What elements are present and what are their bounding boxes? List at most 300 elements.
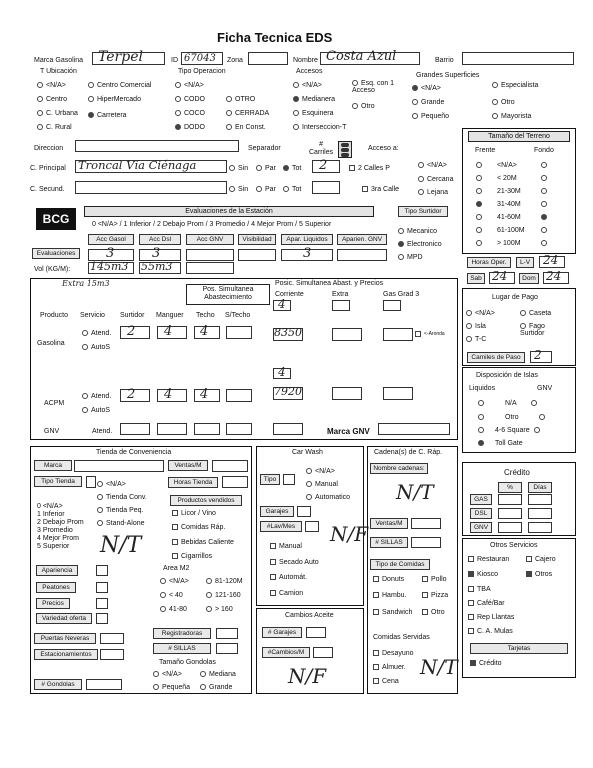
credito-title: Crédito [504, 468, 530, 477]
tam-gond-label: Tamaño Gondolas [159, 659, 216, 666]
servidas-label: Comidas Servidas [373, 634, 430, 641]
acceso-lejana-option[interactable]: Lejana [418, 189, 448, 197]
tienda-nt: N/T [100, 533, 142, 558]
lav-field[interactable] [305, 521, 319, 532]
gond-grande[interactable]: Grande [200, 684, 232, 692]
posic-abast-label: Posic. Simultanea Abast. y Precios [275, 280, 384, 287]
par-option-2[interactable]: Par [256, 186, 276, 194]
pizza-option[interactable]: Pizza [422, 592, 448, 600]
pago-fago[interactable]: Fago Surtidor [520, 323, 545, 337]
ubicacion-hiper[interactable]: HiperMercado [88, 96, 141, 104]
gasolina-stecho-field[interactable] [226, 326, 252, 339]
grandes-na[interactable]: <N/A> [412, 85, 441, 93]
islas-title: Disposición de Islas [476, 372, 538, 379]
marca-tienda-label: Marca [34, 460, 72, 471]
servicio-header: Servicio [80, 312, 105, 319]
variedad-label: Variedad oferta [36, 613, 92, 624]
pollo-option[interactable]: Pollo [422, 576, 447, 584]
credito-dsl-label: DSL [470, 508, 492, 519]
vol-field-3[interactable] [186, 262, 234, 274]
frente-label: Frente [475, 147, 496, 154]
nombre-cadenas-label: Nombre cadenas: [370, 463, 428, 474]
precios-field[interactable] [96, 598, 108, 609]
vol-label: Vol (KG/M): [34, 266, 71, 273]
tienda-stand[interactable]: Stand-Alone [97, 520, 145, 528]
tot-option[interactable]: Tot [283, 165, 301, 173]
frente-radio[interactable] [476, 188, 482, 194]
acceso-a-label: Acceso a: [368, 145, 399, 152]
lv-value: 24 [543, 253, 559, 267]
id-value: 67043 [184, 53, 216, 64]
evaluaciones-label: Evaluaciones [32, 248, 80, 259]
ubicacion-rural[interactable]: C. Rural [37, 124, 72, 132]
frente-radio[interactable] [476, 227, 482, 233]
terreno-row-label: <N/A> [497, 162, 517, 169]
surtidor-header: Surtidor [120, 312, 145, 319]
accesos-label: Accesos [296, 68, 323, 75]
apar-gnv-button[interactable]: Aparien. GNV [337, 234, 387, 245]
gond-pequena[interactable]: Pequeña [153, 684, 190, 692]
credito-gas-label: GAS [470, 494, 492, 505]
tipo-op-codo[interactable]: CODO [175, 96, 205, 104]
ubicacion-cc[interactable]: Centro Comercial [88, 82, 151, 90]
stecho-header: S/Techo [225, 312, 251, 319]
gasolina-extra-field[interactable] [332, 328, 362, 341]
apar-liquidos-button[interactable]: Apar. Liquidos [281, 234, 333, 245]
cw-camion[interactable]: Camion [270, 590, 303, 598]
direccion-label: Direccion [34, 145, 64, 152]
area-na[interactable]: <N/A> [160, 578, 189, 586]
tipo-op-cerrada[interactable]: CERRADA [226, 110, 269, 118]
peatones-field[interactable] [96, 582, 108, 593]
tienda-conv[interactable]: Tienda Conv. [97, 494, 147, 502]
acpm-atend[interactable]: Atend. [82, 393, 111, 401]
area-41[interactable]: 41-80 [160, 606, 187, 614]
aceite-title: Cambios Aceite [285, 612, 334, 619]
accesos-medianera[interactable]: Medianera [293, 96, 335, 104]
techo-header: Techo [196, 312, 215, 319]
barrio-label: Barrio [435, 57, 454, 64]
cadena-ventas-field[interactable] [411, 518, 441, 529]
eval-field-4[interactable] [238, 249, 276, 261]
visibilidad-button[interactable]: Visibilidad [238, 234, 276, 245]
pos-corriente-value: 4 [278, 297, 286, 311]
pago-tc[interactable]: T-C [466, 336, 486, 344]
otros-otros[interactable]: Otros [526, 571, 552, 579]
ubicacion-centro[interactable]: Centro [37, 96, 67, 104]
islas-na[interactable]: N/A [478, 400, 540, 408]
pago-title: Lugar de Pago [492, 294, 538, 301]
credito-gas-dias[interactable] [528, 494, 552, 505]
donuts-option[interactable]: Donuts [373, 576, 404, 584]
ubicacion-urbana[interactable]: C. Urbana [37, 110, 78, 118]
dom-value: 24 [546, 269, 562, 283]
frente-radio[interactable] [476, 201, 482, 207]
islas-square[interactable]: 4-6 Square [478, 427, 543, 435]
horas-tienda-field[interactable] [222, 476, 248, 488]
estacionamientos-label: Estacionamientos [34, 649, 98, 660]
terreno-title: Tamaño del Terreno [468, 131, 570, 142]
acpm-autos[interactable]: AutoS [82, 407, 110, 415]
area-160[interactable]: > 160 [206, 606, 233, 614]
pago-isla[interactable]: Isla [466, 323, 486, 331]
separador-label: Separador [248, 145, 281, 152]
apariencia-label: Apariencia [36, 565, 78, 576]
peatones-label: Peatones [36, 582, 76, 593]
surtidor-title: Tipo Surtidor [398, 206, 448, 217]
otros-restauran[interactable]: Restauran [468, 556, 509, 564]
ubicacion-label: T Ubicación [40, 68, 77, 75]
acceso-cercana-option[interactable]: Cercana [418, 176, 453, 184]
acpm-gas3-field[interactable] [383, 387, 413, 400]
pago-na[interactable]: <N/A> [466, 310, 495, 318]
id-label: ID [171, 57, 178, 64]
lav-label: #Lav/Mes [260, 521, 302, 532]
marca-gnv-label: Marca GNV [327, 427, 370, 436]
carwash-manual[interactable]: Manual [306, 481, 338, 489]
registradoras-label: Registradoras [153, 628, 211, 639]
grandes-mayorista[interactable]: Mayorista [492, 113, 531, 121]
carriles-field-2[interactable] [312, 181, 340, 194]
tienda-peq[interactable]: Tienda Peq. [97, 507, 144, 515]
carriles-label: # Carriles [309, 141, 334, 156]
terreno-row[interactable] [476, 162, 550, 170]
accesos-interseccion[interactable]: Interseccion-T [293, 124, 346, 132]
garajes-field[interactable] [297, 506, 311, 517]
almuer-option[interactable]: Almuer. [373, 664, 406, 672]
grandes-especialista[interactable]: Especialista [492, 82, 538, 90]
productos-label: Productos vendidos [170, 495, 242, 506]
otros-tba[interactable]: TBA [468, 586, 491, 594]
tot-option-2[interactable]: Tot [283, 186, 301, 194]
acpm-surt-value: 2 [127, 387, 136, 402]
area-label: Area M2 [163, 565, 190, 572]
otro-comida-option[interactable]: Otro [422, 609, 445, 617]
puertas-label: Puertas Neveras [34, 633, 96, 644]
eval-value-2: 3 [152, 246, 161, 261]
frente-radio[interactable] [476, 240, 482, 246]
dos-calles-option[interactable]: 2 Calles P [349, 165, 390, 173]
manguer-header: Manguer [156, 312, 184, 319]
credito-dsl-dias[interactable] [528, 508, 552, 519]
fondo-radio[interactable] [541, 227, 547, 233]
lv-label: L-V [516, 257, 534, 268]
otros-title: Otros Servicios [490, 542, 538, 549]
grandes-grande[interactable]: Grande [412, 99, 444, 107]
gnv-surt-field[interactable] [120, 423, 150, 435]
acpm-mang-value: 4 [164, 387, 173, 402]
nombre-value: Costa Azul [326, 49, 397, 64]
gnv-precio-field[interactable] [273, 423, 303, 435]
terreno-row[interactable] [476, 175, 550, 183]
credito-gnv-dias[interactable] [528, 522, 552, 533]
extra-label: Extra [332, 291, 349, 298]
terreno-row[interactable] [476, 188, 550, 196]
gasolina-mang-value: 4 [164, 324, 173, 339]
registradoras-field[interactable] [216, 628, 238, 639]
acpm-label: ACPM [44, 400, 65, 407]
islas-gnv: GNV [537, 385, 553, 392]
servidas-nt: N/T [420, 655, 458, 679]
eval-title: Evaluaciones de la Estación [84, 206, 374, 217]
credito-dsl-pct[interactable] [498, 508, 522, 519]
aceite-cambios-label: #Cambios/M [262, 647, 310, 658]
gond-mediana[interactable]: Mediana [200, 671, 236, 679]
cw-manual[interactable]: Manual [270, 543, 302, 551]
c-secund-field[interactable] [75, 181, 227, 194]
dom-label: Dom [519, 273, 539, 284]
gas3-label: Gas Grad 3 [383, 291, 420, 298]
vol-value-2: 55m3 [141, 260, 173, 273]
licor-option[interactable]: Licor / Vino [172, 510, 216, 518]
carwash-tipo-field[interactable] [283, 474, 295, 485]
carwash-tipo-label: Tipo [260, 474, 280, 485]
direccion-field[interactable] [75, 140, 239, 152]
tipo-comidas-label: Tipo de Comidas [370, 559, 430, 570]
gnv-techo-field[interactable] [194, 423, 220, 435]
carwash-title: Car Wash [292, 449, 323, 456]
barrio-field[interactable] [462, 52, 574, 65]
tres-calle-option[interactable]: 3ra Calle [362, 186, 399, 194]
eval-value-5: 3 [303, 246, 312, 261]
islas-tollgate[interactable]: Toll Gate [478, 440, 523, 448]
tipo-tienda-label: Tipo Tienda [34, 476, 82, 487]
terreno-row-label: 41-60M [497, 214, 521, 221]
gnv-atend: Atend. [92, 428, 113, 435]
pos-extra-field[interactable] [332, 300, 350, 311]
extra-note: Extra 15m3 [62, 279, 110, 288]
tipo-tienda-field[interactable] [86, 476, 96, 488]
fondo-radio[interactable] [541, 175, 547, 181]
acc-dsl-button[interactable]: Acc Dsl [139, 234, 181, 245]
pago-caseta[interactable]: Caseta [520, 310, 551, 318]
eval-field-6[interactable] [337, 249, 387, 261]
area-81[interactable]: 81-120M [206, 578, 243, 586]
acpm-stecho-field[interactable] [226, 389, 252, 402]
cigarrillos-option[interactable]: Cigarrillos [172, 553, 212, 561]
acpm-extra-field[interactable] [332, 387, 362, 400]
camiles-label: Camiles de Paso [467, 352, 525, 363]
sandwich-option[interactable]: Sandwich [373, 609, 412, 617]
desayuno-option[interactable]: Desayuno [373, 650, 414, 658]
tienda-scale: 0 <N/A> 1 Inferior 2 Debajo Prom 3 Promedio 4 Mejor Prom 5 Superior [37, 503, 84, 550]
zona-label: Zona [227, 57, 243, 64]
ubicacion-na[interactable]: <N/A> [37, 82, 66, 90]
area-40[interactable]: < 40 [160, 592, 183, 600]
grandes-otro[interactable]: Otro [492, 99, 515, 107]
tipo-op-label: Tipo Operacion [178, 68, 226, 75]
tipo-op-coco[interactable]: COCO [175, 110, 205, 118]
pos-gas3-field[interactable] [383, 300, 401, 311]
terreno-row[interactable] [476, 201, 550, 209]
gasolina-atend[interactable]: Atend. [82, 330, 111, 338]
nombre-label: Nombre [293, 57, 318, 64]
carwash-nf: N/F [330, 522, 369, 546]
tipo-op-otro[interactable]: OTRO [226, 96, 255, 104]
gnv-label: GNV [44, 428, 60, 435]
acpm-pos-value: 4 [278, 365, 286, 379]
dias-header: Días [528, 482, 552, 493]
c-secund-label: C. Secund. [30, 186, 65, 193]
cadena-ventas-label: Ventas/M [370, 518, 408, 529]
ventas-tienda-field[interactable] [212, 460, 248, 472]
tienda-na[interactable]: <N/A> [97, 481, 126, 489]
marca-gnv-field[interactable] [378, 423, 450, 435]
tipo-op-na[interactable]: <N/A> [175, 82, 204, 90]
sin-option-2[interactable]: Sin [229, 186, 248, 194]
camiles-value: 2 [534, 348, 542, 362]
frente-radio[interactable] [476, 214, 482, 220]
gasolina-autos[interactable]: AutoS [82, 344, 110, 352]
tienda-sillas-field[interactable] [216, 643, 238, 654]
acpm-precio-value: 7920 [274, 385, 302, 398]
vol-value-1: 145m3 [90, 260, 129, 273]
terreno-row-label: > 100M [497, 240, 521, 247]
ubicacion-carretera[interactable]: Carretera [88, 112, 127, 120]
terreno-row[interactable] [476, 214, 550, 222]
frente-radio[interactable] [476, 175, 482, 181]
grandes-label: Grandes Superficies [416, 72, 480, 79]
gnv-mang-field[interactable] [157, 423, 187, 435]
c-principal-value: Troncal Vía Ciénaga [78, 158, 197, 172]
terreno-row[interactable] [476, 227, 550, 235]
carwash-na[interactable]: <N/A> [306, 468, 335, 476]
gasolina-precio-value: 8350 [274, 326, 302, 339]
horas-label: Horas Oper. [467, 257, 511, 268]
ventas-tienda-label: Ventas/M [168, 460, 208, 471]
variedad-field[interactable] [96, 613, 108, 624]
terreno-row-label: < 20M [497, 175, 517, 182]
c-principal-label: C. Principal [30, 165, 66, 172]
precios-label: Precios [36, 598, 70, 609]
otros-cajero[interactable]: Cajero [526, 556, 556, 564]
horas-tienda-label: Horas Tienda [168, 477, 218, 488]
marca-value: Terpel [98, 49, 143, 65]
cadena-title: Cadena(s) de C. Ráp. [374, 449, 443, 456]
acceso-na-option[interactable]: <N/A> [418, 162, 447, 170]
gnv-stecho-field[interactable] [226, 423, 252, 435]
tarjetas-label: Tarjetas [470, 643, 568, 654]
terreno-row-label: 31-40M [497, 201, 521, 208]
terreno-row-label: 21-30M [497, 188, 521, 195]
islas-otro[interactable]: Otro [478, 414, 548, 422]
frente-radio[interactable] [476, 162, 482, 168]
tipo-op-const[interactable]: En Const. [226, 124, 266, 132]
bcg-logo: BCG [36, 208, 76, 230]
gasolina-techo-value: 4 [200, 324, 209, 339]
fondo-label: Fondo [534, 147, 554, 154]
puertas-field[interactable] [100, 633, 124, 644]
otros-mulas[interactable]: C. A. Mulas [468, 628, 513, 636]
carriles-value: 2 [319, 158, 328, 173]
cadena-sillas-label: # SILLAS [370, 537, 408, 548]
credito-gnv-pct[interactable] [498, 522, 522, 533]
gondolas-field[interactable] [86, 679, 122, 690]
eval-field-3[interactable] [186, 249, 234, 261]
traffic-light-icon [338, 141, 352, 158]
fondo-radio[interactable] [541, 201, 547, 207]
accesos-esq[interactable]: Esq. con 1 Acceso [352, 80, 396, 94]
gondolas-label: # Gondolas [34, 679, 82, 690]
marca-label: Marca Gasolina [34, 57, 84, 64]
acc-gasol-button[interactable]: Acc Gasol [88, 234, 134, 245]
sin-option[interactable]: Sin [229, 165, 248, 173]
otros-kiosco[interactable]: Kiosco [468, 571, 498, 579]
corriente-label: Corriente [275, 291, 304, 298]
islas-liquidos: Liquidos [469, 385, 496, 392]
tipo-op-dodo[interactable]: DODO [175, 124, 205, 132]
estac-field[interactable] [100, 649, 124, 660]
surtidor-electronico[interactable]: Electronico [398, 241, 442, 249]
gond-na[interactable]: <N/A> [153, 671, 182, 679]
par-option[interactable]: Par [256, 165, 276, 173]
terreno-row[interactable] [476, 240, 550, 248]
eval-scale: 0 <N/A> / 1 Inferior / 2 Debajo Prom / 3 Promedio / 4 Mejor Prom / 5 Superior [92, 221, 332, 228]
area-121[interactable]: 121-160 [206, 592, 241, 600]
accesos-otro[interactable]: Otro [352, 103, 375, 111]
eval-value-1: 3 [106, 246, 115, 261]
acpm-techo-value: 4 [200, 387, 209, 402]
otros-cafe[interactable]: Café/Bar [468, 600, 505, 608]
accesos-na[interactable]: <N/A> [293, 82, 322, 90]
cw-automat[interactable]: Automát. [270, 574, 307, 582]
page-title: Ficha Tecnica EDS [217, 30, 333, 45]
aceite-nf: N/F [288, 664, 327, 688]
cena-option[interactable]: Cena [373, 678, 399, 686]
zona-field[interactable] [248, 52, 288, 65]
surtidor-mecanico[interactable]: Mecanico [398, 228, 437, 236]
bebidas-option[interactable]: Bebidas Caliente [172, 539, 234, 547]
tarjetas-credito[interactable]: Crédito [470, 660, 502, 668]
tienda-sillas-label: # SILLAS [153, 643, 211, 654]
gasolina-label: Gasolina [37, 340, 65, 347]
pos-simultanea-title: Pos. Simultanea Abastecimiento [186, 284, 270, 305]
marca-tienda-field[interactable] [74, 460, 164, 472]
credito-gnv-label: GNV [470, 522, 492, 533]
grandes-pequeno[interactable]: Pequeño [412, 113, 449, 121]
terreno-row-label: 61-100M [497, 227, 525, 234]
comidas-option[interactable]: Comidas Ráp. [172, 524, 225, 532]
aceite-garajes-label: # Garajes [262, 627, 302, 638]
aceite-cambios-field[interactable] [313, 647, 333, 658]
cw-secado[interactable]: Secado Auto [270, 559, 319, 567]
producto-header: Producto [40, 312, 69, 319]
garajes-label: Garajes [260, 506, 294, 517]
gasolina-redond[interactable]: <-Aronda [415, 330, 445, 338]
accesos-esquinera[interactable]: Esquinera [293, 110, 334, 118]
fondo-radio[interactable] [541, 214, 547, 220]
acc-gnv-button[interactable]: Acc GNV [186, 234, 234, 245]
gasolina-surt-value: 2 [127, 324, 136, 339]
apariencia-field[interactable] [96, 565, 108, 576]
sab-label: Sab [467, 273, 485, 284]
otros-llantas[interactable]: Rep Llantas [468, 614, 514, 622]
surtidor-mpd[interactable]: MPD [398, 254, 423, 262]
sab-value: 24 [492, 269, 508, 283]
cadena-sillas-field[interactable] [411, 537, 441, 548]
credito-gas-pct[interactable] [498, 494, 522, 505]
cadena-nt: N/T [396, 480, 434, 504]
aceite-garajes-field[interactable] [306, 627, 326, 638]
gasolina-gas3-field[interactable] [383, 328, 413, 341]
carwash-auto[interactable]: Automatico [306, 494, 350, 502]
fondo-radio[interactable] [541, 240, 547, 246]
fondo-radio[interactable] [541, 188, 547, 194]
pct-header: % [498, 482, 522, 493]
fondo-radio[interactable] [541, 162, 547, 168]
tienda-title: Tienda de Conveniencia [96, 449, 172, 456]
hambu-option[interactable]: Hambu. [373, 592, 407, 600]
